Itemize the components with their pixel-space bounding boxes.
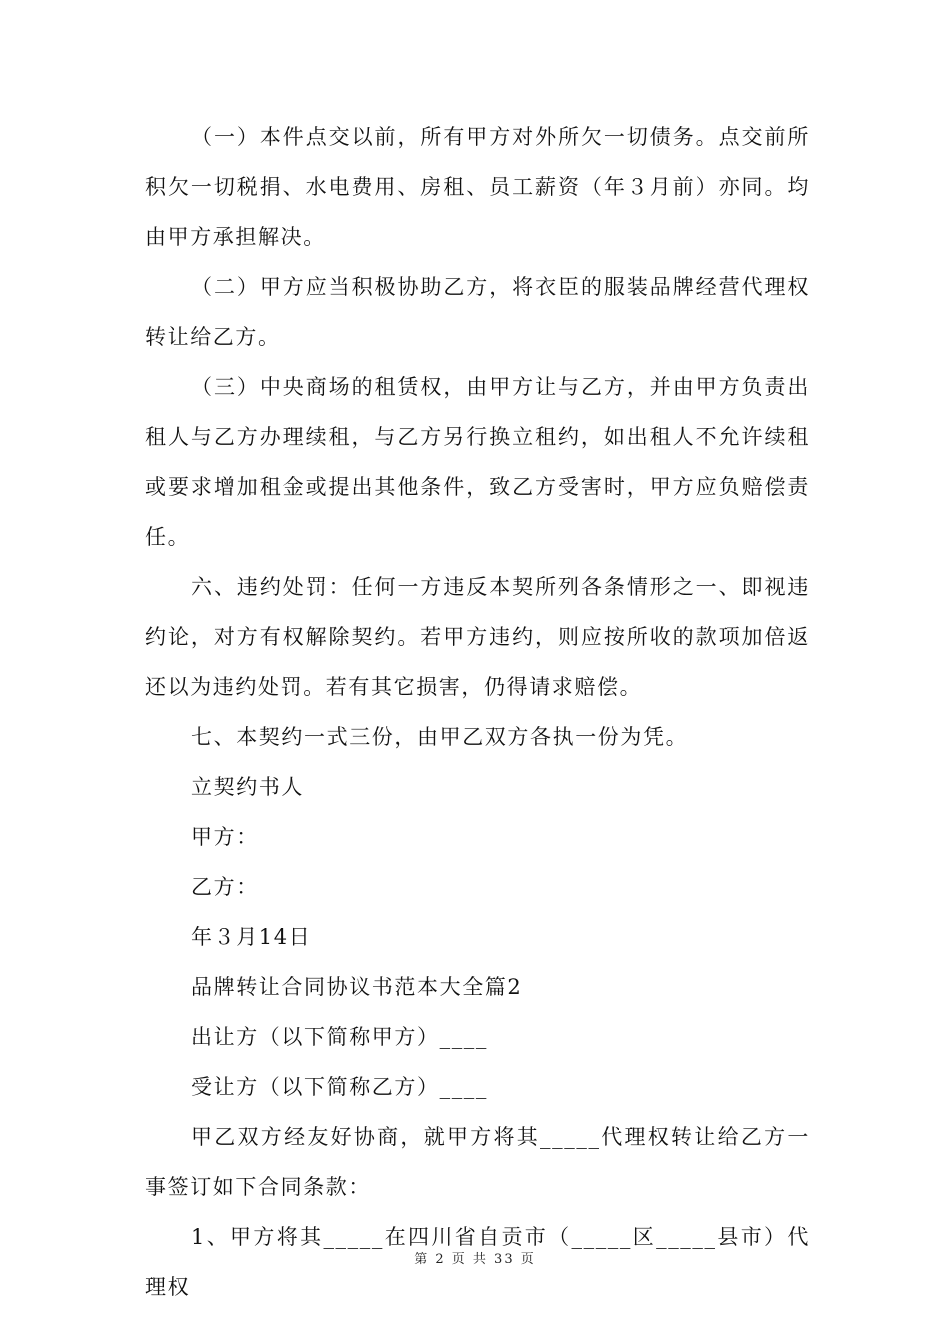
date-line: 年３月14日 [191, 925, 312, 949]
clause-item-1: 1、甲方将其_____在四川省自贡市（_____区_____县市）代理权 [145, 1225, 810, 1299]
page-number-footer: 第 2 页 共 33 页 [414, 1252, 536, 1267]
copies-clause: 七、本契约一式三份，由甲乙双方各执一份为凭。 [191, 725, 689, 749]
party-b-label: 乙方： [191, 875, 259, 899]
section-title: 品牌转让合同协议书范本大全篇2 [191, 975, 523, 999]
clause-3: （三）中央商场的租赁权，由甲方让与乙方，并由甲方负责出租人与乙方办理续租，与乙方另行换立租约，如出租人不允许续租或要求增加租金或提出其他条件，致乙方受害时，甲方应负赔偿责任。 [145, 375, 810, 549]
agreement-intro: 甲乙双方经友好协商，就甲方将其_____代理权转让给乙方一事签订如下合同条款： [145, 1125, 810, 1199]
transferee-line: 受让方（以下简称乙方）____ [191, 1075, 488, 1099]
penalty-clause: 六、违约处罚：任何一方违反本契所列各条情形之一、即视违约论，对方有权解除契约。若甲方违约，则应按所收的款项加倍返还以为违约处罚。若有其它损害，仍得请求赔偿。 [145, 575, 810, 699]
clause-1: （一）本件点交以前，所有甲方对外所欠一切债务。点交前所积欠一切税捐、水电费用、房租、员工薪资（年３月前）亦同。均由甲方承担解决。 [145, 125, 810, 249]
party-a-label: 甲方： [191, 825, 259, 849]
transferor-line: 出让方（以下简称甲方）____ [191, 1025, 488, 1049]
signatory-heading: 立契约书人 [191, 775, 304, 799]
document-body [145, 112, 810, 1312]
clause-2: （二）甲方应当积极协助乙方，将衣臣的服装品牌经营代理权转让给乙方。 [145, 275, 810, 349]
